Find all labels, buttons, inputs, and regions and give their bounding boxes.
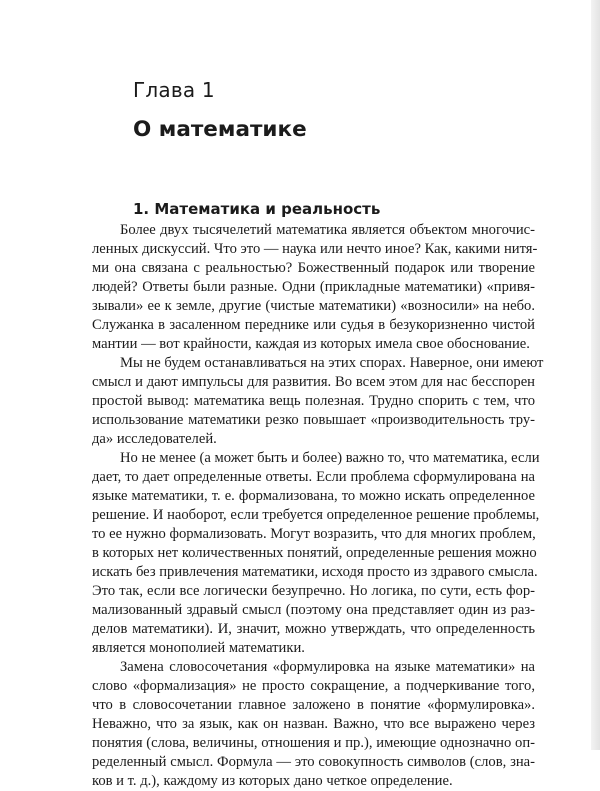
text-line: мализованный здравый смысл (поэтому она представляет один из раз- — [92, 602, 535, 618]
text-line: мантии — вот крайности, каждая из которых имела свое обоснование. — [92, 336, 530, 352]
text-line: дает, то дает определенные ответы. Если проблема сформулирована на — [92, 469, 535, 485]
text-line: да» исследователей. — [92, 431, 217, 447]
section-heading: 1. Математика и реальность — [133, 200, 381, 218]
text-line: использование математики резко повышает «производительность тру- — [92, 412, 535, 428]
text-line: Это так, если все логически безупречно. Но логика, по сути, есть фор- — [92, 583, 535, 599]
page-edge-shadow — [591, 0, 600, 750]
text-line: понятия (слова, величины, отношения и пр.), имеющие однозначно оп- — [92, 735, 535, 751]
paragraph — [92, 658, 535, 791]
text-line: искать без привлечения математики, исходя просто из здравого смысла. — [92, 564, 538, 580]
paragraph — [92, 221, 538, 354]
text-line: Служанка в засаленном переднике или судья в безукоризненно чистой — [92, 317, 535, 333]
paragraph — [92, 449, 540, 658]
text-line: Более двух тысячелетий математика является объектом многочис- — [120, 222, 535, 238]
text-line: ленных дискуссий. Что это — наука или нечто иное? Как, какими нитя- — [92, 241, 538, 257]
text-line: простой вывод: математика вещь полезная. Трудно спорить с тем, что — [92, 393, 535, 409]
text-line: то ее нужно формализовать. Могут возразить, что для многих проблем, — [92, 526, 536, 542]
text-line: Неважно, что за язык, как он назван. Важно, что все выражено через — [92, 716, 535, 732]
text-line: ми она связана с реальностью? Божественный подарок или творение — [92, 260, 535, 276]
text-line: в которых нет количественных понятий, определенные решения можно — [92, 545, 537, 561]
text-line: что в словосочетании главное заложено в понятие «формулировка». — [92, 697, 535, 713]
text-line: языке математики, т. е. формализована, то можно искать определенное — [92, 488, 535, 504]
text-line: зывали» ее к земле, другие (чистые математики) «возносили» на небо. — [92, 298, 535, 314]
text-line: Но не менее (а может быть и более) важно то, что математика, если — [120, 450, 540, 466]
text-line: Замена словосочетания «формулировка на языке математики» на — [120, 659, 535, 675]
text-line: делов математики). И, значит, можно утверждать, что определенность — [92, 621, 535, 637]
text-line: Мы не будем останавливаться на этих спорах. Наверное, они имеют — [120, 355, 544, 371]
text-line: ределенный смысл. Формула — это совокупность символов (слов, зна- — [92, 754, 535, 770]
text-line: слово «формализация» не просто сокращение, а подчеркивание того, — [92, 678, 535, 694]
text-line: людей? Ответы были разные. Одни (прикладные математики) «привя- — [92, 279, 535, 295]
text-line: смысл и дают импульсы для развития. Во всем этом для нас бесспорен — [92, 374, 535, 390]
paragraph — [92, 354, 544, 449]
text-line: решение. И наоборот, если требуется определенное решение проблемы, — [92, 507, 540, 523]
body-text — [92, 221, 544, 791]
text-line: является монополией математики. — [92, 640, 305, 656]
chapter-title: О математике — [133, 117, 307, 142]
chapter-label: Глава 1 — [133, 78, 215, 102]
text-line: ков и т. д.), каждому из которых дано четкое определение. — [92, 773, 453, 789]
